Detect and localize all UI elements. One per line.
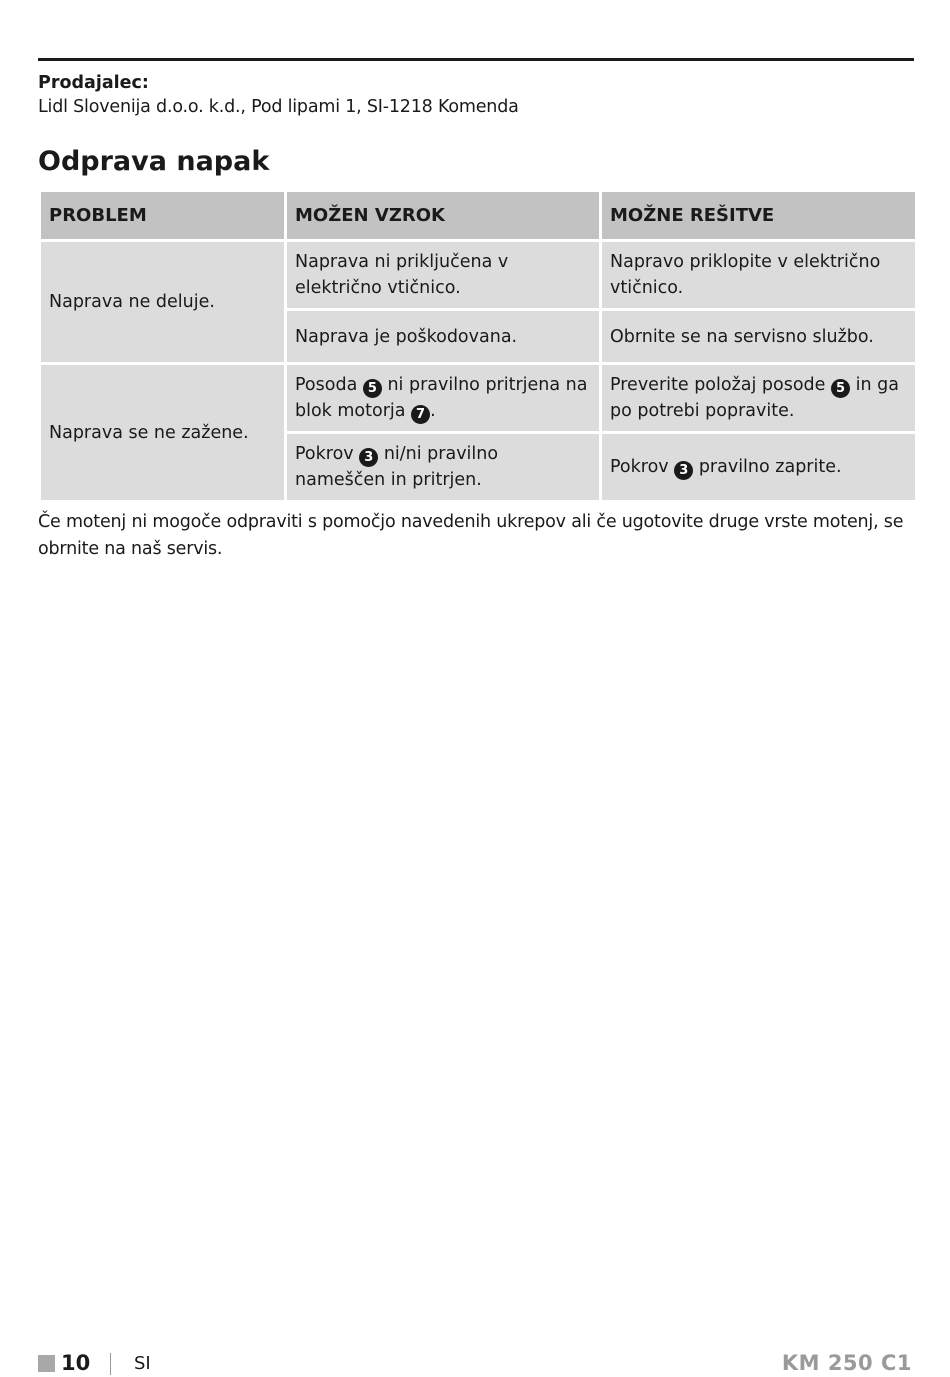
footer-square-marker [38,1355,55,1372]
cause-cell [286,433,601,502]
cause-cell: Naprava ni priključena v električno vtičnico. [286,241,601,310]
part-number-badge: 3 [674,461,693,480]
problem-cell: Naprava se ne zažene. [40,364,286,502]
solution-cell [601,433,917,502]
top-rule [38,58,914,61]
cause-text: . [430,401,436,421]
cause-text: ni/ni pravilno nameščen in pritrjen. [295,444,499,490]
cause-cell [286,364,601,433]
part-number-badge: 5 [831,379,850,398]
solution-cell: Napravo priklopite v električno vtičnico. [601,241,917,310]
header-problem: PROBLEM [40,191,286,241]
solution-text: Pokrov [610,457,669,477]
solution-text: Preverite položaj posode [610,375,826,395]
solution-cell [601,364,917,433]
troubleshooting-table [38,189,918,503]
service-note: Če motenj ni mogoče odpraviti s pomočjo navedenih ukrepov ali če ugotovite druge vrste motenj, se obrnite na naš servis. [38,512,904,559]
language-code: SI [134,1353,151,1374]
table-row [40,241,917,310]
seller-info [38,71,914,119]
solution-cell: Obrnite se na servisno službo. [601,310,917,364]
part-number-badge: 7 [411,405,430,424]
table-row [40,364,917,433]
cause-text: Posoda [295,375,358,395]
section-title: Odprava napak [38,146,270,177]
part-number-badge: 5 [363,379,382,398]
cause-text: Pokrov [295,444,354,464]
part-number-badge: 3 [359,448,378,467]
page-number: 10 [61,1351,91,1375]
seller-label: Prodajalec: [38,73,149,93]
model-number: KM 250 C1 [781,1351,912,1375]
problem-cell: Naprava ne deluje. [40,241,286,364]
solution-text: pravilno zaprite. [698,457,842,477]
footer-divider [110,1353,111,1375]
table-header-row [40,191,917,241]
header-solution: MOŽNE REŠITVE [601,191,917,241]
cause-text: ni pravilno pritrjena na blok motorja [295,375,588,421]
cause-cell: Naprava je poškodovana. [286,310,601,364]
solution-text: in ga po potrebi popravite. [610,375,899,421]
header-cause: MOŽEN VZROK [286,191,601,241]
seller-address: Lidl Slovenija d.o.o. k.d., Pod lipami 1, SI-1218 Komenda [38,97,519,117]
